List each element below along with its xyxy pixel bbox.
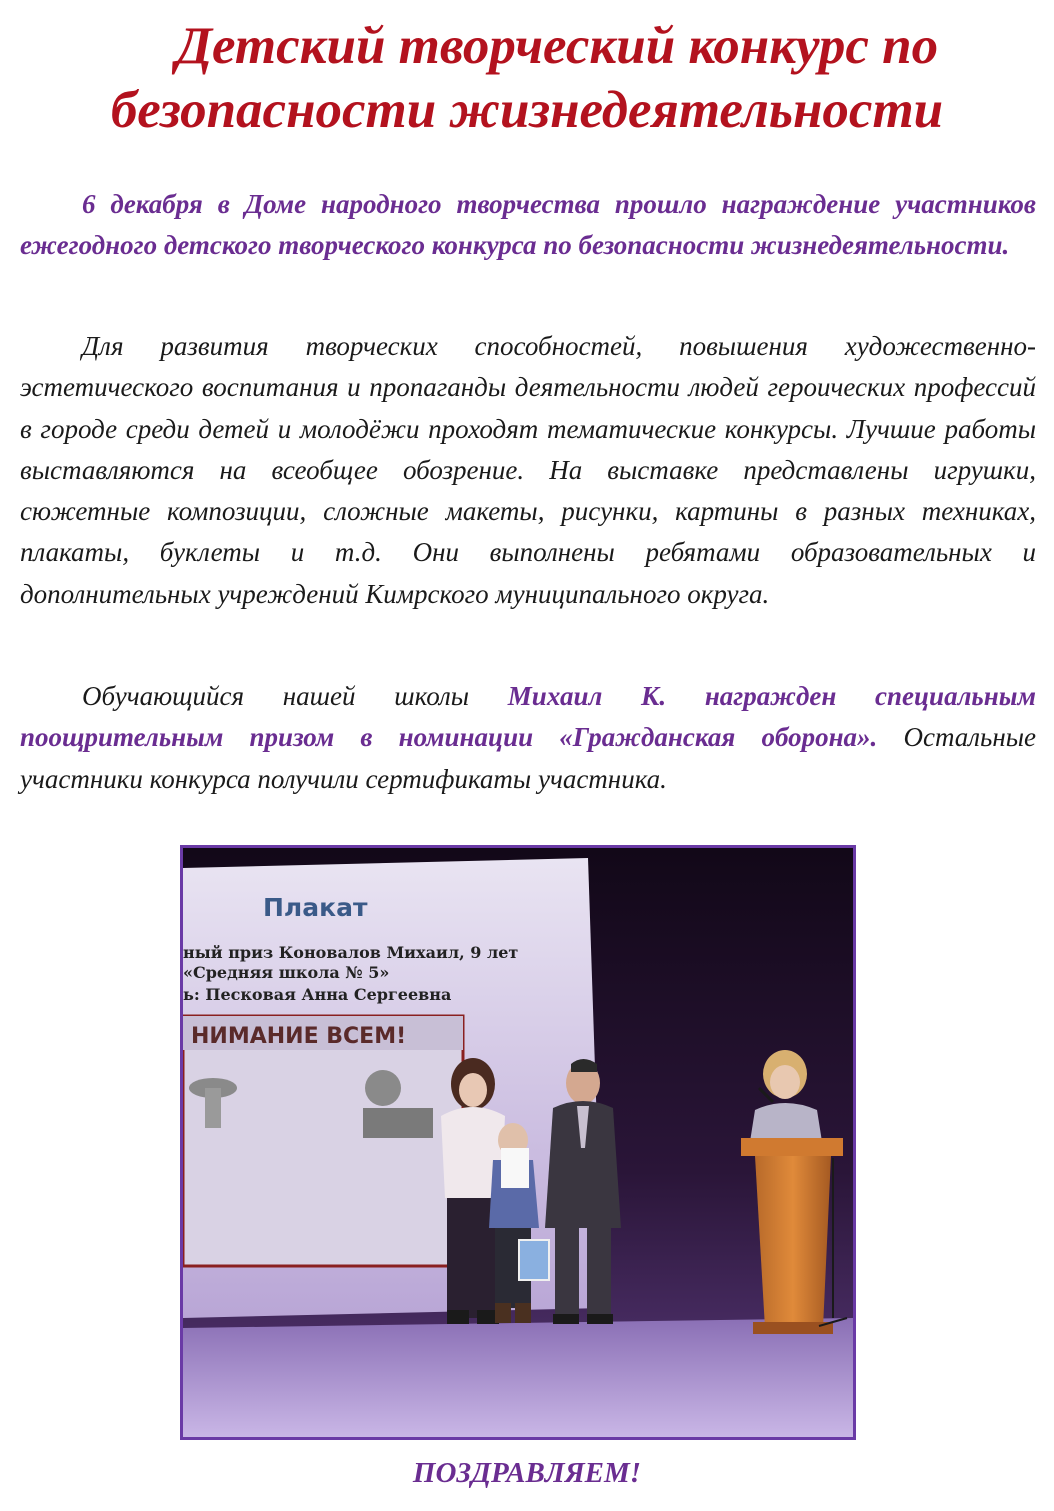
poster-heading: НИМАНИЕ ВСЕМ! [191, 1024, 407, 1049]
result-outro: Остальные участники конкурса получили сертификаты участника. [20, 722, 1036, 794]
poster-image [183, 1016, 463, 1266]
certificate [501, 1148, 529, 1188]
result-highlight: Михаил К. награжден специальным поощрительным призом в номинации «Гражданская оборона». [20, 681, 1036, 753]
gift-bag [519, 1240, 549, 1280]
award-photo [180, 845, 856, 1440]
lead-paragraph: 6 декабря в Доме народного творчества прошло награждение участников ежегодного детского творческого конкурса по безопасности жизнедеятельности. [20, 189, 1036, 261]
podium [741, 1138, 843, 1156]
body-paragraph: Для развития творческих способностей, повышения художественно-эстетического воспитания и пропаганды деятельности людей героических профессий в городе среди детей и молодёжи проходят тематические конкурсы. Лучшие работы выставляются на всеобщее обозрение. На выставке представлены игрушки, сюжетные композиции, сложные макеты, рисунки, картины в разных техниках, плакаты, буклеты и т.д. Они выполнены ребятами образовательных и дополнительных учреждений Кимрского муниципального округа. [20, 331, 1036, 609]
screen-line-2: «Средняя школа № 5» [183, 963, 390, 982]
title-line-2: безопасности жизнедеятельности [110, 81, 944, 139]
result-intro: Обучающийся нашей школы [82, 681, 508, 711]
result-paragraph [20, 676, 1036, 800]
award-photo-scene [183, 848, 853, 1437]
congratulations-caption: ПОЗДРАВЛЯЕМ! [412, 1457, 642, 1489]
screen-title: Плакат [263, 893, 368, 922]
title-line-1: Детский творческий конкурс по [175, 17, 939, 75]
screen-line-3: ь: Песковая Анна Сергеевна [183, 985, 452, 1004]
page-title [20, 14, 1034, 142]
screen-line-1: ный приз Коновалов Михаил, 9 лет [183, 943, 519, 962]
